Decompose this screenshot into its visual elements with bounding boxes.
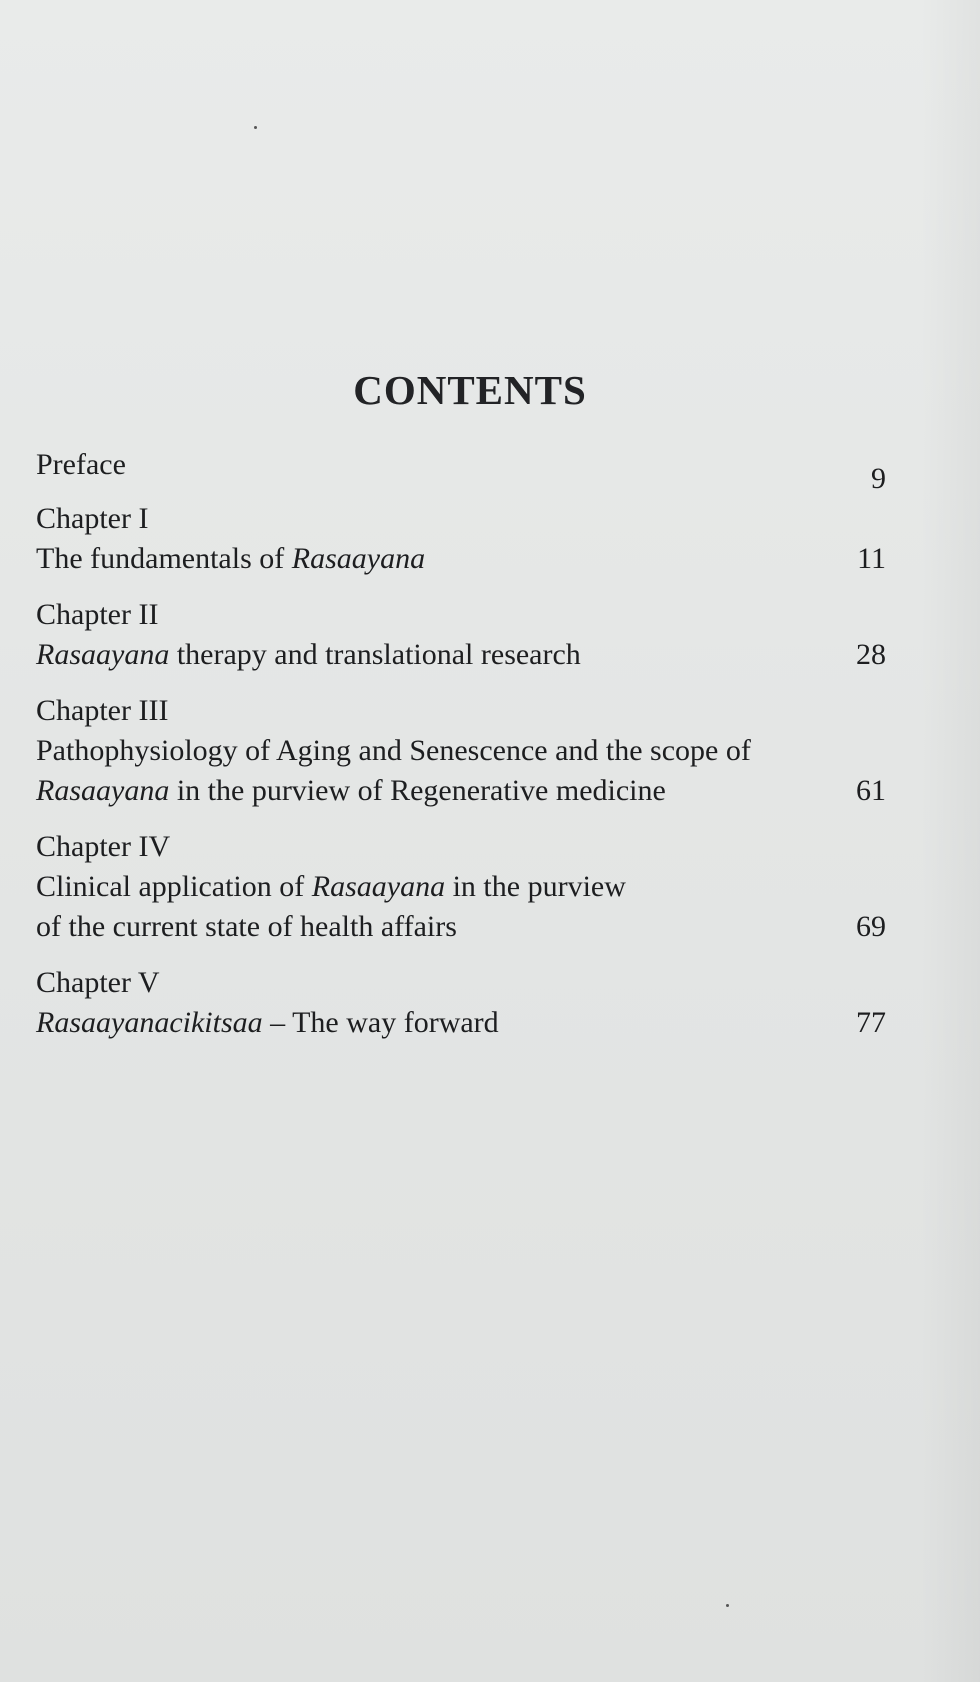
page-number: 61: [856, 774, 886, 807]
entry-title-line: [36, 1003, 886, 1043]
entry-text: Chapter II: [36, 598, 159, 631]
entry-title-line: [36, 771, 886, 811]
entry-text: Clinical application of: [36, 870, 312, 903]
chapter-label: [36, 827, 886, 867]
chapter-label: [36, 595, 886, 635]
paper-speck: [254, 126, 257, 129]
entry-text: in the purview of Regenerative medicine: [169, 774, 666, 807]
page-number: 9: [871, 462, 886, 495]
entry-title-line: [36, 635, 886, 675]
entry-title-line: [36, 867, 886, 907]
toc-entry: [36, 445, 886, 495]
toc-entry: [36, 595, 886, 675]
italic-term: Rasaayanacikitsaa: [36, 1006, 263, 1039]
table-of-contents: [36, 445, 886, 1059]
paper-speck: [726, 1604, 729, 1607]
italic-term: Rasaayana: [36, 638, 170, 671]
page-edge-shadow: [920, 0, 980, 1682]
entry-text: – The way forward: [262, 1006, 499, 1039]
chapter-label: [36, 499, 886, 539]
italic-term: Rasaayana: [291, 542, 426, 575]
entry-title-line: [36, 539, 886, 579]
entry-text: therapy and translational research: [169, 638, 581, 671]
entry-text: Chapter V: [36, 966, 160, 999]
entry-text: Chapter I: [36, 502, 149, 535]
entry-title-line: [36, 907, 886, 947]
entry-text: Preface: [36, 448, 126, 481]
page-number: 28: [856, 638, 886, 671]
entry-text: in the purview: [445, 870, 626, 903]
toc-entry: [36, 691, 886, 811]
entry-text: Pathophysiology of Aging and Senescence and the scope of: [36, 734, 751, 767]
page-number: 69: [856, 910, 886, 943]
page-number: 77: [856, 1006, 886, 1039]
entry-title-line: [36, 445, 886, 485]
toc-entry: [36, 499, 886, 579]
page-number: 11: [857, 542, 886, 575]
italic-term: Rasaayana: [36, 774, 170, 807]
chapter-label: [36, 963, 886, 1003]
italic-term: Rasaayana: [311, 870, 446, 903]
contents-title: CONTENTS: [353, 367, 587, 413]
chapter-label: [36, 691, 886, 731]
toc-entry: [36, 827, 886, 947]
entry-text: of the current state of health affairs: [36, 910, 457, 943]
entry-text: Chapter IV: [36, 830, 171, 863]
toc-entry: [36, 963, 886, 1043]
entry-text: The fundamentals of: [36, 542, 292, 575]
entry-title-line: [36, 731, 886, 771]
entry-text: Chapter III: [36, 694, 169, 727]
